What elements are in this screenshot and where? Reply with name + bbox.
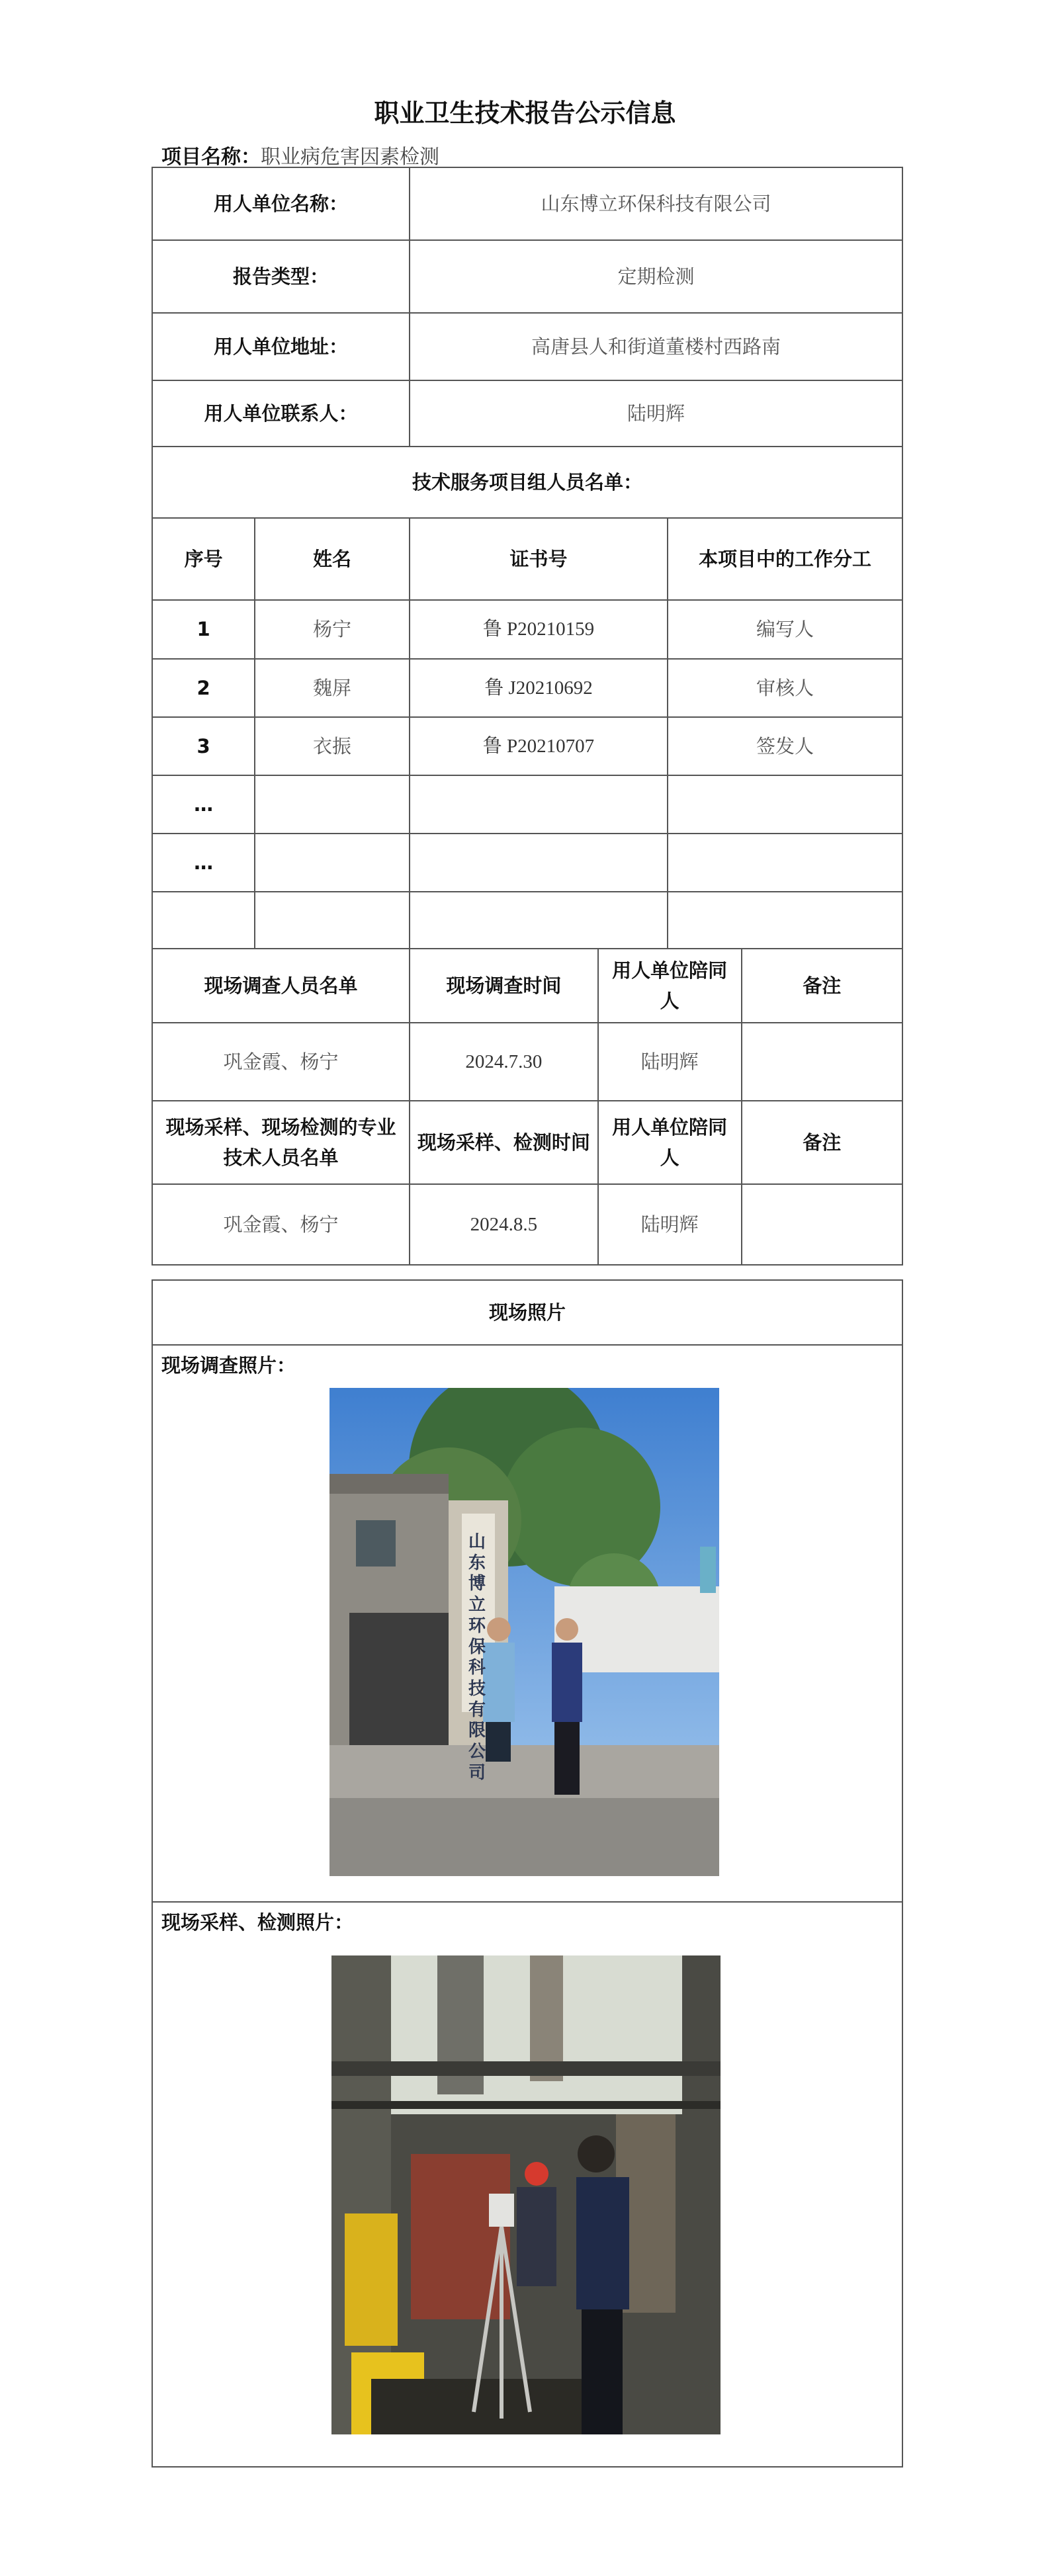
row-cert: 鲁 P20210707: [410, 717, 668, 775]
table-row: [152, 1023, 902, 1101]
unit-contact-label: 用人单位联系人：: [152, 380, 410, 447]
project-name-label: 项目名称：: [161, 146, 261, 169]
table-row: [152, 659, 902, 717]
row-role: 签发人: [668, 717, 902, 775]
row-name: [255, 892, 410, 949]
table-row: [152, 834, 902, 892]
team-header-role: 本项目中的工作分工: [668, 518, 902, 600]
row-name: 魏屏: [255, 659, 410, 717]
row-index: …: [152, 775, 255, 834]
sampling-time: 2024.8.5: [410, 1184, 598, 1265]
unit-address-label: 用人单位地址：: [152, 313, 410, 380]
page-title: 职业卫生技术报告公示信息: [374, 99, 676, 128]
table-row: [152, 1184, 902, 1265]
sampling-escort: 陆明辉: [598, 1184, 742, 1265]
row-cert: [410, 892, 668, 949]
row-index: 2: [152, 659, 255, 717]
gate-sign-text: 山东博立环保科技有限公司: [468, 1532, 486, 1783]
report-type-label: 报告类型：: [152, 240, 410, 313]
table-row: [152, 892, 902, 949]
team-header-cert: 证书号: [410, 518, 668, 600]
unit-address-value: 高唐县人和街道董楼村西路南: [410, 313, 902, 380]
survey-photo-label: 现场调查照片：: [161, 1354, 296, 1377]
survey-time: 2024.7.30: [410, 1023, 598, 1101]
row-name: [255, 775, 410, 834]
row-role: [668, 892, 902, 949]
survey-people: 巩金霞、杨宁: [152, 1023, 410, 1101]
photos-heading: 现场照片: [152, 1280, 902, 1345]
row-name: 杨宁: [255, 600, 410, 659]
report-type-value: 定期检测: [410, 240, 902, 313]
row-index: …: [152, 834, 255, 892]
team-heading: 技术服务项目组人员名单：: [152, 447, 902, 518]
row-cert: [410, 775, 668, 834]
survey-photo: [329, 1388, 719, 1876]
survey-header-escort: 用人单位陪同人: [598, 949, 742, 1023]
unit-contact-value: 陆明辉: [410, 380, 902, 447]
row-cert: 鲁 P20210159: [410, 600, 668, 659]
report-info-table: [152, 167, 903, 1266]
project-name: [161, 140, 439, 169]
sampling-note: [742, 1184, 902, 1265]
row-cert: 鲁 J20210692: [410, 659, 668, 717]
row-role: 编写人: [668, 600, 902, 659]
survey-header-time: 现场调查时间: [410, 949, 598, 1023]
row-name: 衣振: [255, 717, 410, 775]
table-row: [152, 600, 902, 659]
row-index: 1: [152, 600, 255, 659]
sampling-header-note: 备注: [742, 1101, 902, 1184]
row-index: 3: [152, 717, 255, 775]
table-row: [152, 775, 902, 834]
sampling-header-escort: 用人单位陪同人: [598, 1101, 742, 1184]
sampling-header-people: 现场采样、现场检测的专业技术人员名单: [152, 1101, 410, 1184]
table-row: [152, 717, 902, 775]
project-name-value: 职业病危害因素检测: [261, 146, 439, 169]
unit-name-value: 山东博立环保科技有限公司: [410, 167, 902, 240]
row-role: 审核人: [668, 659, 902, 717]
sampling-photo-label: 现场采样、检测照片：: [161, 1911, 354, 1934]
team-header-index: 序号: [152, 518, 255, 600]
sampling-header-time: 现场采样、检测时间: [410, 1101, 598, 1184]
row-cert: [410, 834, 668, 892]
unit-name-label: 用人单位名称：: [152, 167, 410, 240]
row-name: [255, 834, 410, 892]
row-index: [152, 892, 255, 949]
row-role: [668, 775, 902, 834]
row-role: [668, 834, 902, 892]
survey-header-people: 现场调查人员名单: [152, 949, 410, 1023]
sampling-people: 巩金霞、杨宁: [152, 1184, 410, 1265]
sampling-photo: [331, 1955, 721, 2434]
survey-escort: 陆明辉: [598, 1023, 742, 1101]
team-header-name: 姓名: [255, 518, 410, 600]
survey-header-note: 备注: [742, 949, 902, 1023]
survey-note: [742, 1023, 902, 1101]
